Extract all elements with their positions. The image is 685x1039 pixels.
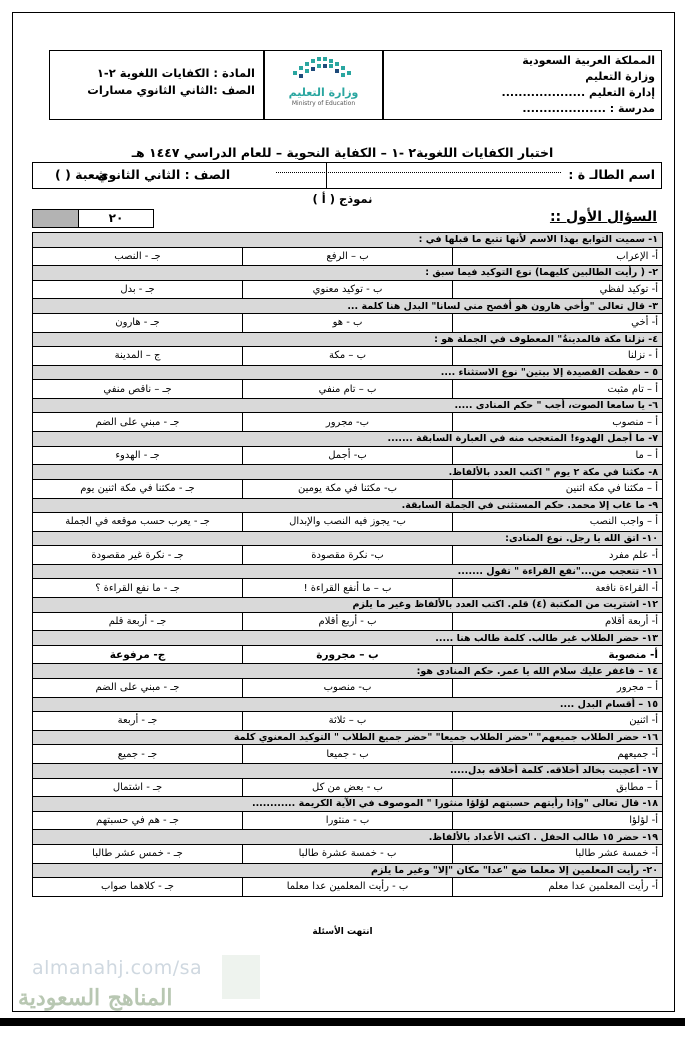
question-row bbox=[33, 266, 663, 281]
option-a[interactable]: أ- منصوبة bbox=[453, 645, 663, 664]
student-info-box bbox=[32, 162, 662, 189]
question-row bbox=[33, 465, 663, 480]
grade-label: الصف : الثاني الثانوي bbox=[97, 167, 231, 182]
question-text: ١٨- قال تعالى "وإذا رأيتهم حسبتهم لؤلؤا منثورا " الموصوف في الآية الكريمة ............ bbox=[33, 797, 663, 812]
header-line: إدارة التعليم .................... bbox=[501, 86, 655, 99]
option-c[interactable]: جـ - هارون bbox=[33, 313, 243, 332]
option-c[interactable]: جـ - مبني على الضم bbox=[33, 678, 243, 697]
options-row bbox=[33, 778, 663, 797]
option-c[interactable]: ج- مرفوعة bbox=[33, 645, 243, 664]
option-a[interactable]: أ- القراءة نافعة bbox=[453, 579, 663, 598]
question-row bbox=[33, 730, 663, 745]
question-row bbox=[33, 432, 663, 447]
option-a[interactable]: أ – تام مثبت bbox=[453, 380, 663, 399]
options-row bbox=[33, 844, 663, 863]
options-row bbox=[33, 380, 663, 399]
option-a[interactable]: أ- أربعة أقلام bbox=[453, 612, 663, 631]
question-text: ٦- يا سامعا الصوت، أجب " حكم المنادى ..... bbox=[33, 398, 663, 413]
question-text: ٢٠- رأيت المعلمين إلا معلما ضع "عدا" مكان "إلا" وغير ما يلزم bbox=[33, 863, 663, 878]
question-text: ١٢- اشتريت من المكتبة (٤) قلم. اكتب العدد بالألفاظ وغير ما يلزم bbox=[33, 598, 663, 613]
header-line: مدرسة : .................... bbox=[522, 102, 655, 115]
question-text: ٩- ما غاب إلا محمد. حكم المستثنى في الجملة السابقة. bbox=[33, 498, 663, 513]
options-row bbox=[33, 612, 663, 631]
options-row bbox=[33, 645, 663, 664]
question-text: ١٣- حضر الطلاب غير طالب. كلمة طالب هنا ..... bbox=[33, 631, 663, 646]
option-a[interactable]: أ – مجرور bbox=[453, 678, 663, 697]
options-row bbox=[33, 280, 663, 299]
question-text: ٥ – حفظت القصيدة إلا بيتين" نوع الاستثناء .... bbox=[33, 365, 663, 380]
question-row bbox=[33, 531, 663, 546]
option-a[interactable]: أ- جميعهم bbox=[453, 745, 663, 764]
option-c[interactable]: جـ - أربعة bbox=[33, 712, 243, 731]
question-text: ١٠- اتق الله يا رجل. نوع المنادى: bbox=[33, 531, 663, 546]
option-b[interactable]: ب – الرفع bbox=[243, 247, 453, 266]
grade-line: الصف :الثاني الثانوي مسارات bbox=[87, 83, 255, 97]
options-row bbox=[33, 313, 663, 332]
logo-text-ar: وزارة التعليم bbox=[288, 86, 359, 99]
question-row bbox=[33, 631, 663, 646]
options-row bbox=[33, 546, 663, 565]
options-row bbox=[33, 446, 663, 465]
option-a[interactable]: أ- توكيد لفظي bbox=[453, 280, 663, 299]
options-row bbox=[33, 678, 663, 697]
student-name-field[interactable] bbox=[276, 172, 561, 173]
end-of-questions: انتهت الأسئلة bbox=[312, 927, 373, 937]
header-ministry-box bbox=[383, 50, 662, 120]
option-b[interactable]: ب – تام منفي bbox=[243, 380, 453, 399]
option-a[interactable]: أ – واجب النصب bbox=[453, 513, 663, 532]
options-row bbox=[33, 878, 663, 897]
question-row bbox=[33, 797, 663, 812]
option-a[interactable]: أ – مكثنا في مكة اثنين bbox=[453, 479, 663, 498]
option-c[interactable]: جـ - النصب bbox=[33, 247, 243, 266]
question-text: ١٩- حضر ١٥ طالب الحفل . اكتب الأعداد بالألفاظ. bbox=[33, 830, 663, 845]
option-a[interactable]: أ- رأيت المعلمين عدا معلم bbox=[453, 878, 663, 897]
info-divider bbox=[326, 163, 327, 188]
question-text: ١- سميت التوابع بهذا الاسم لأنها تتبع ما قبلها في : bbox=[33, 233, 663, 248]
question-row bbox=[33, 863, 663, 878]
option-c[interactable]: جـ - خمس عشر طالبا bbox=[33, 844, 243, 863]
option-c[interactable]: جـ - أربعة قلم bbox=[33, 612, 243, 631]
questions-table bbox=[32, 232, 663, 897]
question-row bbox=[33, 598, 663, 613]
option-c[interactable]: جـ - هم في حسبتهم bbox=[33, 811, 243, 830]
question-row bbox=[33, 332, 663, 347]
option-b[interactable]: ب- منصوب bbox=[243, 678, 453, 697]
question-text: ١٧- أعجبت بخالد أخلاقه. كلمة أخلاقه بدل..... bbox=[33, 764, 663, 779]
option-b[interactable]: ب- نكرة مقصودة bbox=[243, 546, 453, 565]
option-c[interactable]: جـ - نكرة غير مقصودة bbox=[33, 546, 243, 565]
option-c[interactable]: جـ - بدل bbox=[33, 280, 243, 299]
option-a[interactable]: أ- علم مفرد bbox=[453, 546, 663, 565]
options-row bbox=[33, 579, 663, 598]
options-row bbox=[33, 247, 663, 266]
option-a[interactable]: أ – ما bbox=[453, 446, 663, 465]
question-text: ٤- نزلنا مكة فالمدينةُ" المعطوف في الجملة هو : bbox=[33, 332, 663, 347]
bottom-bar bbox=[0, 1018, 685, 1026]
option-c[interactable]: ج – المدينة bbox=[33, 347, 243, 366]
logo-box bbox=[264, 50, 383, 120]
option-c[interactable]: جـ – ناقص منفي bbox=[33, 380, 243, 399]
subject-line: المادة : الكفايات اللغوية ٢-١ bbox=[96, 66, 255, 80]
option-c[interactable]: جـ - جميع bbox=[33, 745, 243, 764]
options-row bbox=[33, 413, 663, 432]
option-a[interactable]: أ - نزلنا bbox=[453, 347, 663, 366]
question-text: ١٦- حضر الطلاب جميعهم" "حضر الطلاب جميعا" "حضر جميع الطلاب " التوكيد المعنوي كلمة bbox=[33, 730, 663, 745]
question-text: ٣- قال تعالى "وأخي هارون هو أفصح مني لسانا" البدل هنا كلمة ... bbox=[33, 299, 663, 314]
question-row bbox=[33, 697, 663, 712]
option-b[interactable]: ب - بعض من كل bbox=[243, 778, 453, 797]
logo-text-en: Ministry of Education bbox=[291, 100, 356, 107]
options-row bbox=[33, 745, 663, 764]
question-row bbox=[33, 498, 663, 513]
option-b[interactable]: ب - رأيت المعلمين عدا معلما bbox=[243, 878, 453, 897]
question-row bbox=[33, 365, 663, 380]
option-c[interactable]: جـ - كلاهما صواب bbox=[33, 878, 243, 897]
option-b[interactable]: ب - توكيد معنوي bbox=[243, 280, 453, 299]
options-row bbox=[33, 712, 663, 731]
branch-label: شعبة ( ) bbox=[55, 167, 108, 182]
question-row bbox=[33, 398, 663, 413]
model-label: نموذج ( أ ) bbox=[312, 192, 373, 206]
option-c[interactable]: جـ - الهدوء bbox=[33, 446, 243, 465]
option-a[interactable]: أ- الإعراب bbox=[453, 247, 663, 266]
option-b[interactable]: ب- أجمل bbox=[243, 446, 453, 465]
question-text: ٧- ما أجمل الهدوء! المتعجب منه في العبارة السابقة ....... bbox=[33, 432, 663, 447]
options-row bbox=[33, 347, 663, 366]
option-b[interactable]: ب- مكثنا في مكة يومين bbox=[243, 479, 453, 498]
option-a[interactable]: أ- خمسة عشر طالبا bbox=[453, 844, 663, 863]
option-c[interactable]: جـ - ما نفع القراءة ؟ bbox=[33, 579, 243, 598]
question-row bbox=[33, 299, 663, 314]
option-b[interactable]: ب - جميعا bbox=[243, 745, 453, 764]
question-row bbox=[33, 664, 663, 679]
header-line: المملكة العربية السعودية bbox=[522, 54, 655, 67]
question-text: ١١- تتعجب من..."نفع القراءة " تقول ....... bbox=[33, 564, 663, 579]
question-row bbox=[33, 830, 663, 845]
question-row bbox=[33, 564, 663, 579]
question-text: ٨- مكثنا في مكة ٢ يوم " اكتب العدد بالألفاظ. bbox=[33, 465, 663, 480]
option-b[interactable]: ب – مكة bbox=[243, 347, 453, 366]
option-a[interactable]: أ – مطابق bbox=[453, 778, 663, 797]
ministry-logo-icon bbox=[289, 57, 359, 83]
score-value: ٢٠ bbox=[108, 211, 124, 225]
option-c[interactable]: جـ - مبني على الضم bbox=[33, 413, 243, 432]
options-row bbox=[33, 479, 663, 498]
option-c[interactable]: جـ - مكثنا في مكة اثنين يوم bbox=[33, 479, 243, 498]
options-row bbox=[33, 811, 663, 830]
option-b[interactable]: ب - أربع أقلام bbox=[243, 612, 453, 631]
option-b[interactable]: ب – ثلاثة bbox=[243, 712, 453, 731]
student-name-label: اسم الطالـ ة : bbox=[568, 167, 655, 182]
option-a[interactable]: أ- اثنين bbox=[453, 712, 663, 731]
option-b[interactable]: ب - خمسة عشرة طالبا bbox=[243, 844, 453, 863]
watermark-logo: المناهج السعودية bbox=[18, 985, 173, 1011]
section-title: السؤال الأول :: bbox=[549, 209, 657, 225]
options-row bbox=[33, 513, 663, 532]
subject-box bbox=[49, 50, 264, 120]
score-box bbox=[32, 209, 154, 228]
header-line: وزارة التعليم bbox=[585, 70, 655, 83]
option-a[interactable]: أ – منصوب bbox=[453, 413, 663, 432]
question-row bbox=[33, 764, 663, 779]
question-text: ١٤ – فاغفر عليك سلام الله يا عمر. حكم المنادى هو: bbox=[33, 664, 663, 679]
watermark-block bbox=[222, 955, 260, 999]
watermark-url: almanahj.com/sa bbox=[32, 957, 203, 979]
question-text: ٢- ( رأيت الطالبين كليهما) نوع التوكيد فيما سبق : bbox=[33, 266, 663, 281]
question-text: ١٥ – أقسام البدل .... bbox=[33, 697, 663, 712]
option-b[interactable]: ب – ما أنفع القراءة ! bbox=[243, 579, 453, 598]
score-blank[interactable] bbox=[33, 210, 79, 227]
option-c[interactable]: جـ - يعرب حسب موقعه في الجملة bbox=[33, 513, 243, 532]
option-a[interactable]: أ- لؤلؤا bbox=[453, 811, 663, 830]
option-b[interactable]: ب – مجرورة bbox=[243, 645, 453, 664]
option-b[interactable]: ب - هو bbox=[243, 313, 453, 332]
option-b[interactable]: ب- مجرور bbox=[243, 413, 453, 432]
option-a[interactable]: أ- أخي bbox=[453, 313, 663, 332]
option-b[interactable]: ب- يجوز فيه النصب والإبدال bbox=[243, 513, 453, 532]
exam-title: اختبار الكفايات اللغوية٢ -١ – الكفاية النحوية – للعام الدراسي ١٤٤٧ هـ bbox=[131, 145, 554, 160]
option-b[interactable]: ب - منثورا bbox=[243, 811, 453, 830]
option-c[interactable]: جـ - اشتمال bbox=[33, 778, 243, 797]
question-row bbox=[33, 233, 663, 248]
